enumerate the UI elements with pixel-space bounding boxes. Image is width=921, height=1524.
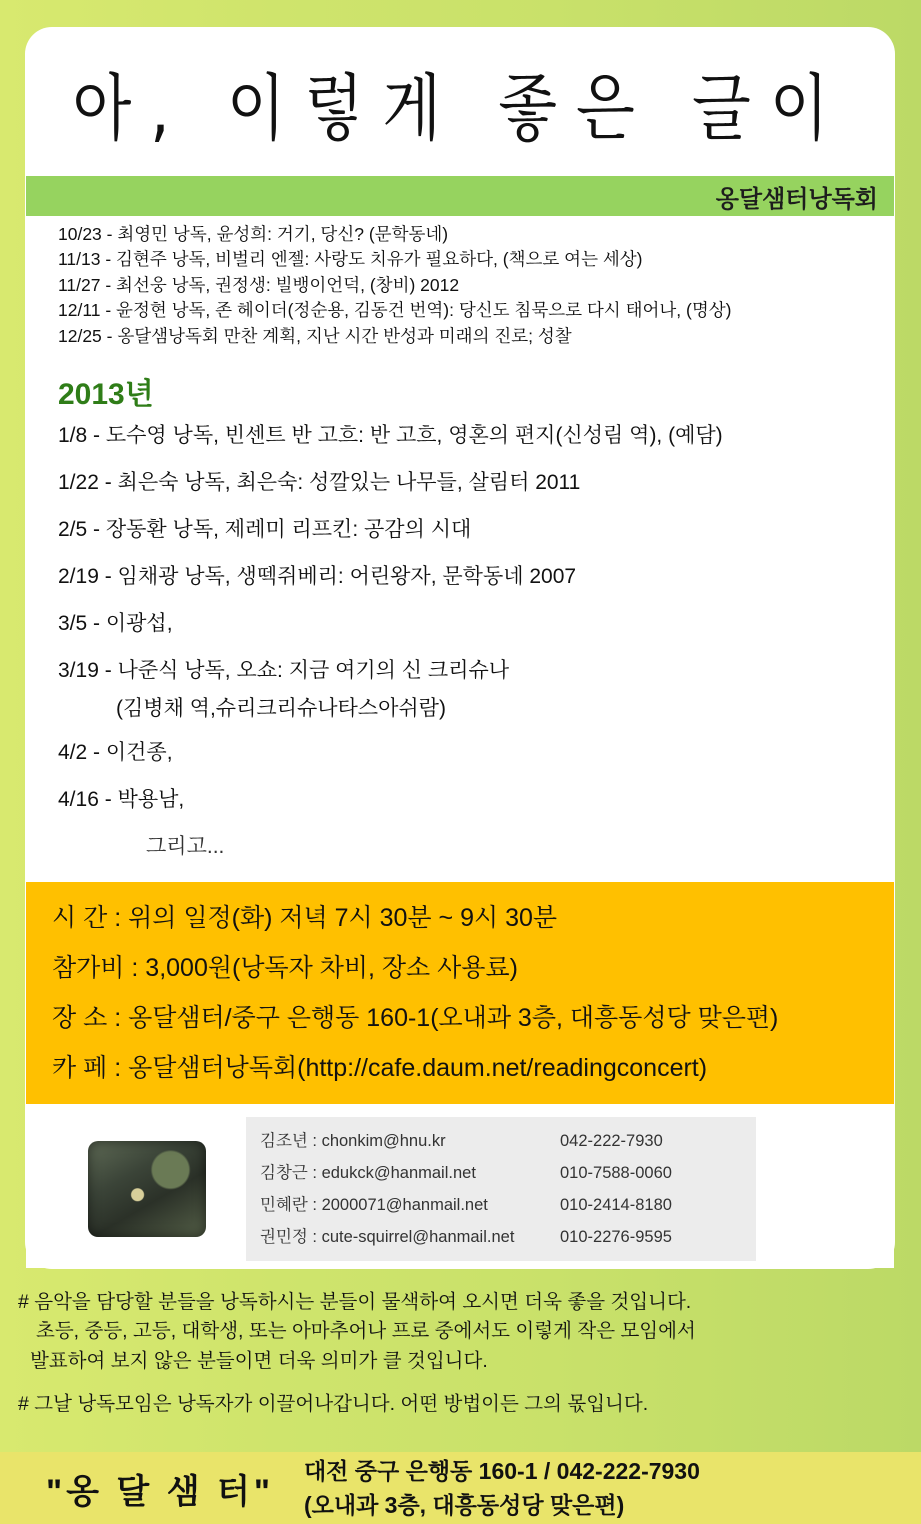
note-line: # 음악을 담당할 분들을 낭독하시는 분들이 물색하여 오시면 더욱 좋을 것입니다. — [18, 1291, 692, 1313]
footer-band — [0, 1452, 921, 1524]
list-item: 2/19 - 임채광 낭독, 생떽쥐베리: 어린왕자, 문학동네 2007 — [58, 564, 577, 588]
schedule-2012-list — [26, 216, 894, 353]
list-item: 4/2 - 이건종, — [58, 740, 173, 764]
photo-thumbnail — [88, 1141, 206, 1237]
table-row — [260, 1157, 740, 1189]
info-block — [26, 882, 894, 1104]
notes-section — [18, 1288, 908, 1419]
contact-phone: 042-222-7930 — [560, 1131, 663, 1150]
list-item: 1/22 - 최은숙 낭독, 최은숙: 성깔있는 나무들, 살림터 2011 — [58, 470, 581, 494]
list-item-continuation: (김병채 역,슈리크리슈나타스아쉬람) — [116, 696, 446, 720]
contact-phone: 010-7588-0060 — [560, 1163, 672, 1182]
contact-name-email: 민혜란 : 2000071@hanmail.net — [260, 1196, 488, 1214]
info-time: 시 간 : 위의 일정(화) 저녁 7시 30분 ~ 9시 30분 — [52, 904, 558, 932]
list-item: 12/25 - 옹달샘낭독회 만찬 계획, 지난 시간 반성과 미래의 진로; 성찰 — [58, 325, 572, 346]
title-band — [26, 28, 894, 176]
list-item: 1/8 - 도수영 낭독, 빈센트 반 고흐: 반 고흐, 영혼의 편지(신성림 역), (예담) — [58, 423, 723, 447]
info-cafe[interactable]: 카 페 : 옹달샘터낭독회(http://cafe.daum.net/readingconcert) — [52, 1054, 708, 1082]
contact-name-email: 권민정 : cute-squirrel@hanmail.net — [260, 1228, 515, 1247]
list-item: 2/5 - 장동환 낭독, 제레미 리프킨: 공감의 시대 — [58, 517, 472, 541]
list-item: 11/13 - 김현주 낭독, 비벌리 엔젤: 사랑도 치유가 필요하다, (책으로 여는 세상) — [58, 249, 643, 270]
contact-area — [26, 1110, 894, 1268]
table-row — [260, 1221, 740, 1253]
info-fee: 참가비 : 3,000원(낭독자 차비, 장소 사용료) — [52, 954, 518, 982]
note-line: # 그날 낭독모임은 낭독자가 이끌어나갑니다. 어떤 방법이든 그의 몫입니다. — [18, 1392, 649, 1415]
club-name: 옹달샘터낭독회 — [715, 185, 878, 213]
list-item: 12/11 - 윤정현 낭독, 존 헤이더(정순용, 김동건 번역): 당신도 침묵으로 다시 태어나, (명상) — [58, 300, 732, 321]
footer-venue-name: "옹 달 샘 터" — [46, 1472, 274, 1511]
list-item: 10/23 - 최영민 낭독, 윤성희: 거기, 당신? (문학동네) — [58, 224, 449, 244]
contact-table — [246, 1117, 756, 1262]
footer-address-line2: (오내과 3층, 대흥동성당 맞은편) — [303, 1492, 625, 1518]
note-line: 발표하여 보지 않은 분들이면 더욱 의미가 클 것입니다. — [30, 1349, 488, 1372]
table-row — [260, 1189, 740, 1221]
contact-phone: 010-2276-9595 — [560, 1228, 672, 1247]
club-band — [26, 176, 894, 216]
footer-address — [304, 1454, 700, 1523]
contact-name-email: 김창근 : edukck@hanmail.net — [260, 1163, 476, 1182]
list-item: 3/5 - 이광섭, — [58, 611, 173, 635]
table-row — [260, 1125, 740, 1157]
note-line: 초등, 중등, 고등, 대학생, 또는 아마추어나 프로 중에서도 이렇게 작은 모임에서 — [36, 1320, 696, 1343]
contact-name-email: 김조년 : chonkim@hnu.kr — [260, 1131, 446, 1150]
schedule-2013-list — [26, 419, 894, 860]
and-more-text: 그리고... — [146, 834, 225, 858]
year-heading: 2013년 — [58, 377, 154, 411]
footer-address-line1: 대전 중구 은행동 160-1 / 042-222-7930 — [303, 1457, 700, 1484]
list-item: 3/19 - 나준식 낭독, 오쇼: 지금 여기의 신 크리슈나 — [58, 658, 510, 682]
list-item: 11/27 - 최선웅 낭독, 권정생: 빌뱅이언덕, (창비) 2012 — [58, 274, 460, 295]
contact-phone: 010-2414-8180 — [560, 1196, 672, 1214]
poster-title: 아, 이렇게 좋은 글이 — [72, 65, 848, 151]
info-place: 장 소 : 옹달샘터/중구 은행동 160-1(오내과 3층, 대흥동성당 맞은편) — [52, 1004, 779, 1032]
list-item: 4/16 - 박용남, — [58, 787, 185, 811]
